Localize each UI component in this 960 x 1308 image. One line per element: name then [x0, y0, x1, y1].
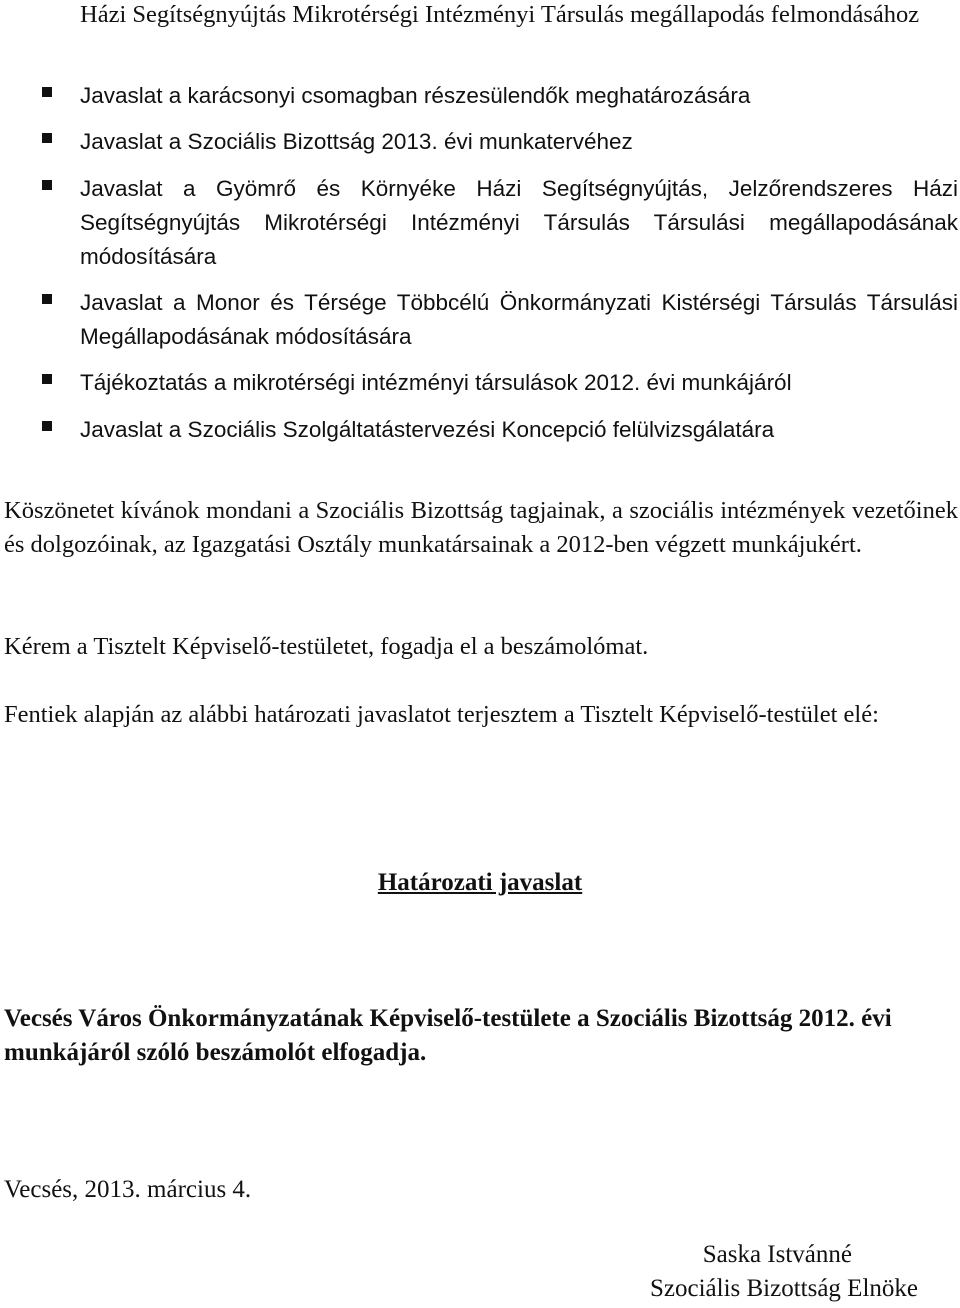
date-line: Vecsés, 2013. március 4. — [4, 1176, 252, 1203]
list-item-text: Javaslat a Szociális Szolgáltatástervezési Koncepció felülvizsgálatára — [80, 417, 775, 442]
list-item — [0, 172, 958, 274]
list-item — [0, 366, 958, 400]
list-item — [0, 286, 958, 354]
list-item — [0, 79, 958, 113]
resolution-text: Vecsés Város Önkormányzatának Képviselő-testülete a Szociális Bizottság 2012. évi munkájáról szóló beszámolót elfogadja. — [4, 1005, 892, 1066]
square-bullet-icon — [42, 421, 52, 431]
resolution-heading: Határozati javaslat — [377, 869, 583, 896]
square-bullet-icon — [42, 133, 52, 143]
proposal-paragraph: Fentiek alapján az alábbi határozati javaslatot terjesztem a Tisztelt Képviselő-testület elé: — [4, 701, 879, 728]
list-item — [0, 413, 958, 447]
square-bullet-icon — [42, 180, 52, 190]
square-bullet-icon — [42, 87, 52, 97]
square-bullet-icon — [42, 294, 52, 304]
list-item-text: Házi Segítségnyújtás Mikrotérségi Intézményi Társulás megállapodás felmondásához — [80, 1, 920, 28]
list-item-text: Javaslat a Gyömrő és Környéke Házi Segítségnyújtás, Jelzőrendszeres Házi Segítségnyújtás Mikrotérségi Intézményi Társulás Társulási megállapodásának módosítására — [80, 176, 958, 269]
square-bullet-icon — [42, 374, 52, 384]
list-item-text: Javaslat a karácsonyi csomagban részesülendők meghatározására — [80, 83, 751, 108]
list-item — [0, 125, 958, 159]
list-item-text: Javaslat a Szociális Bizottság 2013. évi munkatervéhez — [80, 129, 633, 154]
signature-title: Szociális Bizottság Elnöke — [649, 1275, 918, 1302]
request-paragraph: Kérem a Tisztelt Képviselő-testületet, fogadja el a beszámolómat. — [4, 633, 649, 660]
list-item-text: Tájékoztatás a mikrotérségi intézményi társulások 2012. évi munkájáról — [80, 370, 792, 395]
thanks-paragraph: Köszönetet kívánok mondani a Szociális Bizottság tagjainak, a szociális intézmények vezetőinek és dolgozóinak, az Igazgatási Osztály munkatársainak a 2012-ben végzett munkájukért. — [4, 497, 958, 558]
signature-name: Saska Istvánné — [702, 1241, 852, 1268]
list-item — [0, 0, 958, 32]
list-item-text: Javaslat a Monor és Térsége Többcélú Önkormányzati Kistérségi Társulás Társulási Megállapodásának módosítására — [80, 290, 958, 349]
